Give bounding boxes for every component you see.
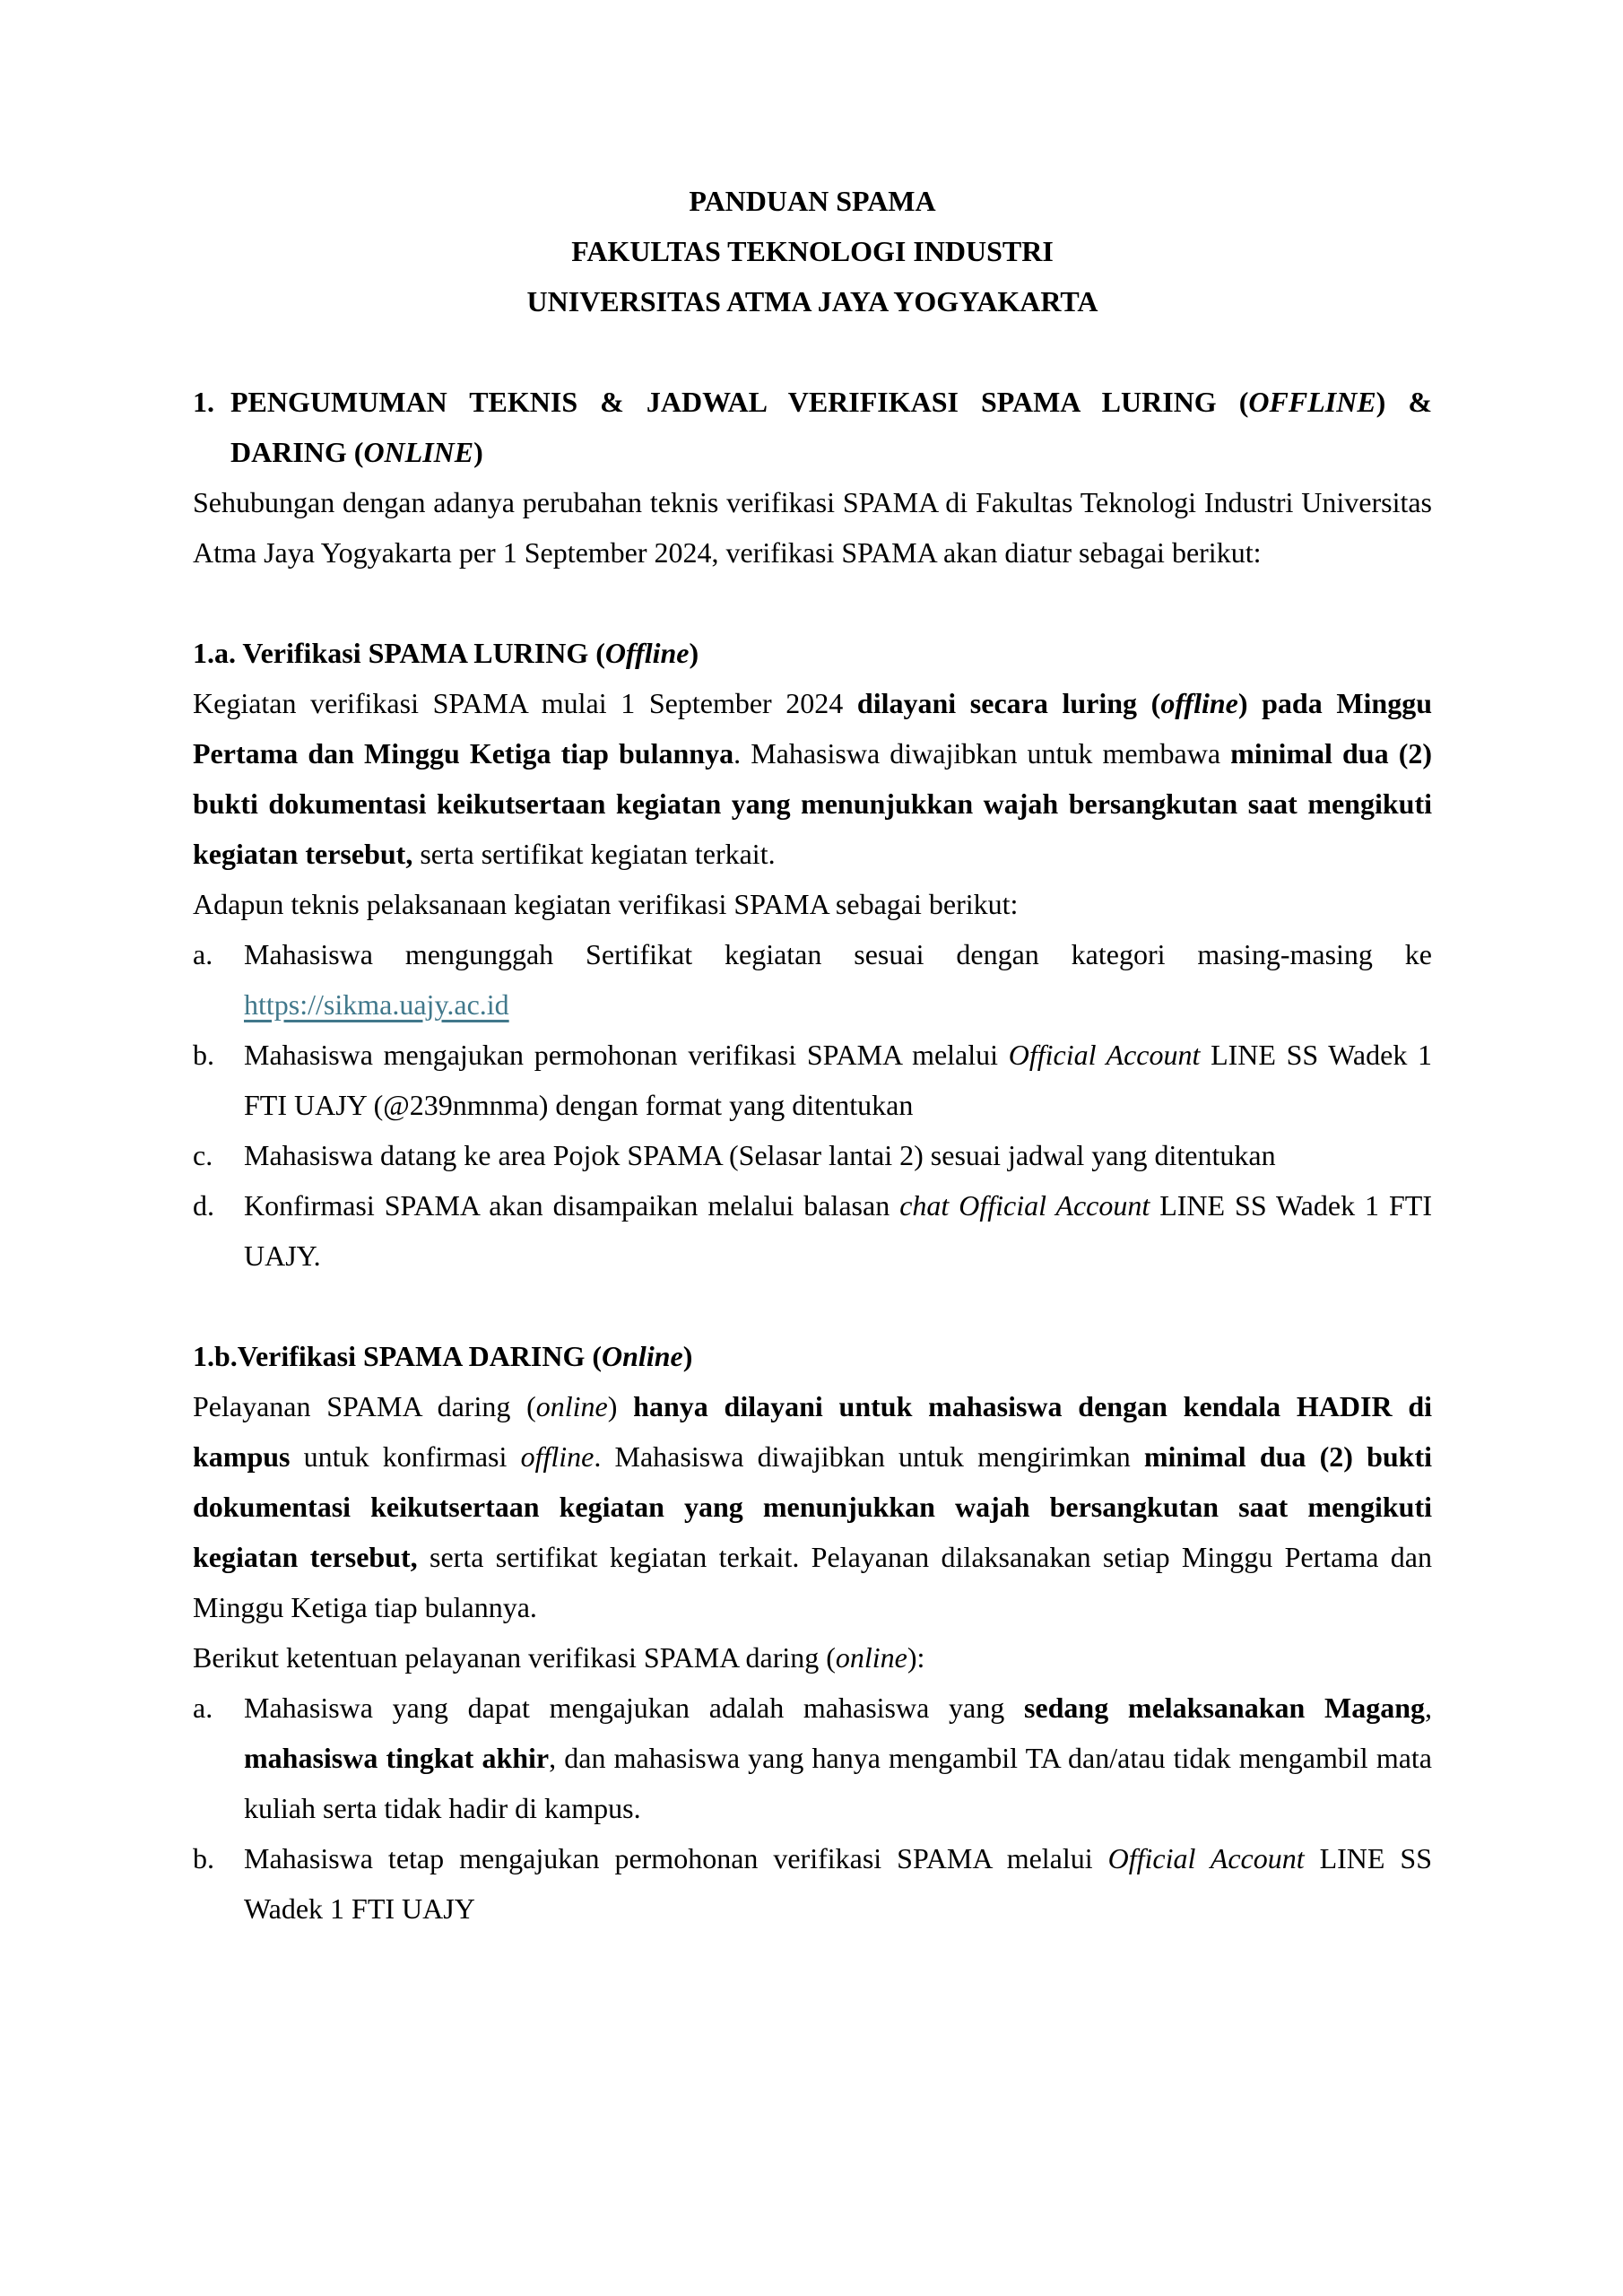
text-segment: Sehubungan dengan adanya perubahan teknis verifikasi SPAMA di Fakultas Teknologi Industri Universitas Atma Jaya Yogyakarta per 1 September 2024, verifikasi SPAMA akan diatur sebagai berikut: (193, 486, 1432, 569)
text-segment: LINE SS Wadek 1 FTI UAJY (@239nmnma) dengan format yang ditentukan (244, 1039, 1433, 1121)
text-segment: 1.b. (193, 1340, 238, 1372)
section-1-heading-text (230, 386, 1432, 418)
section-1a-heading (193, 628, 1432, 678)
text-segment: chat Official Account (899, 1189, 1150, 1222)
section-1-intro-paragraph (193, 477, 1432, 578)
text-segment: Mahasiswa datang ke area Pojok SPAMA (Selasar lantai 2) sesuai jadwal yang ditentukan (244, 1139, 1276, 1171)
text-segment: ) & (1376, 386, 1433, 418)
text-segment: Kegiatan verifikasi SPAMA mulai 1 September 2024 (193, 687, 857, 719)
text-segment: ) pada Minggu Pertama dan Minggu Ketiga tiap bulannya (193, 687, 1433, 770)
text-segment: Official Account (1008, 1039, 1201, 1071)
list-item-text (244, 1692, 1432, 1824)
list-item-1a-b (193, 1030, 1432, 1130)
text-segment: . Mahasiswa diwajibkan untuk membawa (733, 737, 1231, 770)
text-segment: Offline (604, 637, 690, 669)
list-marker: c. (193, 1139, 213, 1171)
text-segment: PENGUMUMAN TEKNIS & JADWAL VERIFIKASI SPAMA LURING ( (230, 386, 1249, 418)
text-segment: ) (607, 1390, 634, 1422)
text-segment: Official Account (1107, 1842, 1305, 1874)
title-line-3: UNIVERSITAS ATMA JAYA YOGYAKARTA (526, 285, 1098, 317)
list-marker: b. (193, 1842, 214, 1874)
text-segment: minimal dua (2) bukti dokumentasi keikutsertaan kegiatan yang menunjukkan wajah bersangkutan saat mengikuti kegiatan tersebut, (193, 1440, 1433, 1573)
text-segment: 1.a. (193, 637, 243, 669)
text-segment: Berikut ketentuan pelayanan verifikasi SPAMA daring ( (193, 1641, 836, 1674)
text-segment: minimal dua (2) bukti dokumentasi keikutsertaan kegiatan yang menunjukkan wajah bersangkutan saat mengikuti kegiatan tersebut, (193, 737, 1433, 870)
list-item-1b-b (193, 1833, 1432, 1934)
text-segment: , dan mahasiswa yang hanya mengambil TA dan/atau tidak mengambil mata kuliah serta tidak hadir di kampus. (244, 1742, 1432, 1824)
section-1b-paragraph-2 (193, 1632, 1432, 1683)
text-segment: dilayani secara luring ( (856, 687, 1161, 719)
list-marker: a. (193, 1692, 213, 1724)
text-segment: offline (520, 1440, 595, 1473)
list-item-text (244, 938, 1432, 1021)
list-item-1a-d (193, 1180, 1432, 1281)
section-1a-paragraph-2 (193, 879, 1432, 929)
text-segment: Online (602, 1340, 683, 1372)
text-segment: , (1425, 1692, 1433, 1724)
text-segment: LINE SS Wadek 1 FTI UAJY. (244, 1189, 1433, 1272)
section-1b-heading (193, 1331, 1432, 1381)
text-segment: mahasiswa tingkat akhir (244, 1742, 550, 1774)
text-segment: Adapun teknis pelaksanaan kegiatan verifikasi SPAMA sebagai berikut: (193, 888, 1019, 920)
list-item-1a-c (193, 1130, 1432, 1180)
text-segment: online (835, 1641, 907, 1674)
text-segment: sedang melaksanakan Magang (1023, 1692, 1426, 1724)
list-item-text (244, 1139, 1276, 1171)
text-segment: Konfirmasi SPAMA akan disampaikan melalui balasan (244, 1189, 900, 1222)
text-segment: serta sertifikat kegiatan terkait. (412, 838, 776, 870)
text-segment: ) (682, 1340, 693, 1372)
section-1b-list (193, 1683, 1432, 1934)
text-segment: Verifikasi SPAMA DARING ( (237, 1340, 603, 1372)
text-segment: Mahasiswa mengajukan permohonan verifikasi SPAMA melalui (244, 1039, 1009, 1071)
section-1-heading-line-1 (193, 377, 1432, 427)
list-item-text (244, 1039, 1432, 1121)
text-segment: offline (1160, 687, 1238, 719)
text-segment: OFFLINE (1248, 386, 1376, 418)
list-marker: a. (193, 938, 213, 970)
list-item-text (244, 1842, 1432, 1925)
text-segment: ): (907, 1641, 925, 1674)
section-1-number: 1. (193, 386, 214, 418)
list-marker: b. (193, 1039, 214, 1071)
text-segment: Verifikasi SPAMA LURING ( (242, 637, 605, 669)
list-marker: d. (193, 1189, 214, 1222)
text-segment: . Mahasiswa diwajibkan untuk mengirimkan (594, 1440, 1144, 1473)
text-segment: ) (689, 637, 699, 669)
sikma-link[interactable]: https://sikma.uajy.ac.id (244, 988, 509, 1021)
text-segment: ) (473, 436, 483, 468)
document-title-block (193, 176, 1432, 326)
text-segment: online (535, 1390, 608, 1422)
section-1a-list (193, 929, 1432, 1281)
text-segment: Mahasiswa tetap mengajukan permohonan verifikasi SPAMA melalui (244, 1842, 1108, 1874)
section-1b-paragraph (193, 1381, 1432, 1632)
section-1a-paragraph (193, 678, 1432, 879)
list-item-1a-a (193, 929, 1432, 1030)
list-item-1b-a (193, 1683, 1432, 1833)
text-segment: Mahasiswa yang dapat mengajukan adalah mahasiswa yang (244, 1692, 1024, 1724)
title-line-1: PANDUAN SPAMA (689, 185, 936, 217)
text-segment: Pelayanan SPAMA daring ( (193, 1390, 536, 1422)
text-segment: hanya dilayani untuk mahasiswa dengan kendala HADIR di kampus (193, 1390, 1433, 1473)
text-segment: LINE SS Wadek 1 FTI UAJY (244, 1842, 1433, 1925)
text-segment: ONLINE (363, 436, 474, 468)
text-segment: Mahasiswa mengunggah Sertifikat kegiatan sesuai dengan kategori masing-masing ke (244, 938, 1432, 970)
text-segment: DARING ( (230, 436, 364, 468)
text-segment: untuk konfirmasi (290, 1440, 521, 1473)
section-1-heading-line-2 (193, 427, 1432, 477)
list-item-text (244, 1189, 1432, 1272)
title-line-2: FAKULTAS TEKNOLOGI INDUSTRI (571, 235, 1054, 267)
text-segment: serta sertifikat kegiatan terkait. Pelayanan dilaksanakan setiap Minggu Pertama dan Minggu Ketiga tiap bulannya. (193, 1541, 1433, 1623)
